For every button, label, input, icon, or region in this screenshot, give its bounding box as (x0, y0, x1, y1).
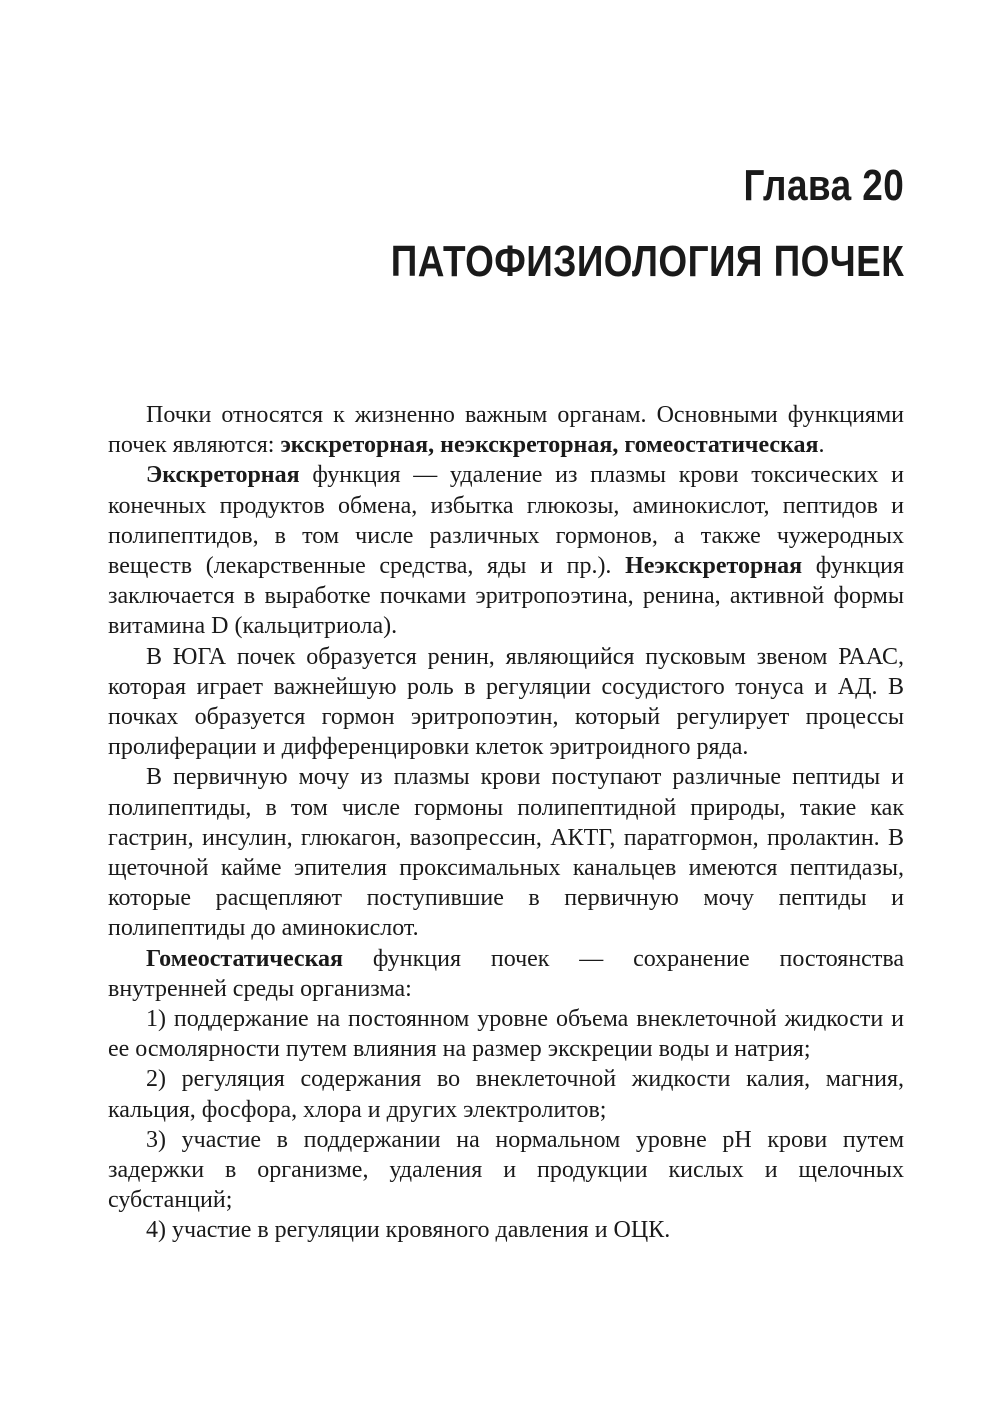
chapter-body (108, 400, 904, 1246)
nonexcretory-text: функция заключается в выработке почками эритропоэтина, ренина, активной формы витамина D (кальцитриола). (108, 553, 904, 640)
intro-end: . (818, 432, 825, 459)
list-item-3: 3) участие в поддержании на нормальном уровне pH крови путем задержки в организме, удаления и продукции кислых и щелочных субстанций; (108, 1126, 904, 1214)
functions-list-bold: экскреторная, неэкскреторная, гомеостатическая (280, 432, 819, 459)
homeostatic-term: Гомеостатическая (146, 945, 344, 972)
paragraph-intro (108, 400, 904, 460)
paragraph-peptides: В первичную мочу из плазмы крови поступают различные пептиды и полипептиды, в том числе гормоны полипептидной природы, такие как гастрин, инсулин, глюкагон, вазопрессин, АКТГ, паратгормон, пролактин. В щеточной кайме эпителия проксимальных канальцев имеются пептидазы, которые расщепляют поступившие в первичную мочу пептиды и полипептиды до аминокислот. (108, 764, 904, 942)
chapter-title: ПАТОФИЗИОЛОГИЯ ПОЧЕК (390, 237, 904, 286)
list-item-1: 1) поддержание на постоянном уровне объема внеклеточной жидкости и ее осмолярности путем влияния на размер экскреции воды и натрия; (108, 1006, 904, 1063)
excretory-term: Экскреторная (146, 462, 300, 489)
paragraph-renin: В ЮГА почек образуется ренин, являющийся пусковым звеном РААС, которая играет важнейшую роль в регуляции сосудистого тонуса и АД. В почках образуется гормон эритропоэтин, который регулирует процессы пролиферации и дифференцировки клеток эритроидного ряда. (108, 643, 904, 761)
paragraph-excretory (108, 460, 904, 641)
excretory-text: функция — удаление из плазмы крови токсических и конечных продуктов обмена, избытка глюкозы, аминокислот, пептидов и полипептидов, в том числе различных гормонов, а также чужеродных веществ (лекарственные средства, яды и пр.). (108, 462, 904, 580)
nonexcretory-term: Неэкскреторная (625, 553, 803, 580)
chapter-heading (391, 158, 904, 290)
homeostatic-text: функция почек — сохранение постоянства внутренней среды организма: (108, 945, 904, 1002)
list-item-4: 4) участие в регуляции кровяного давления и ОЦК. (146, 1217, 671, 1244)
list-item-2: 2) регуляция содержания во внеклеточной жидкости калия, магния, кальция, фосфора, хлора и других электролитов; (108, 1066, 904, 1123)
chapter-number: Глава 20 (743, 161, 904, 210)
paragraph-homeostatic (108, 944, 904, 1004)
intro-text: Почки относятся к жизненно важным органам. Основными функциями почек являются: (108, 402, 904, 459)
